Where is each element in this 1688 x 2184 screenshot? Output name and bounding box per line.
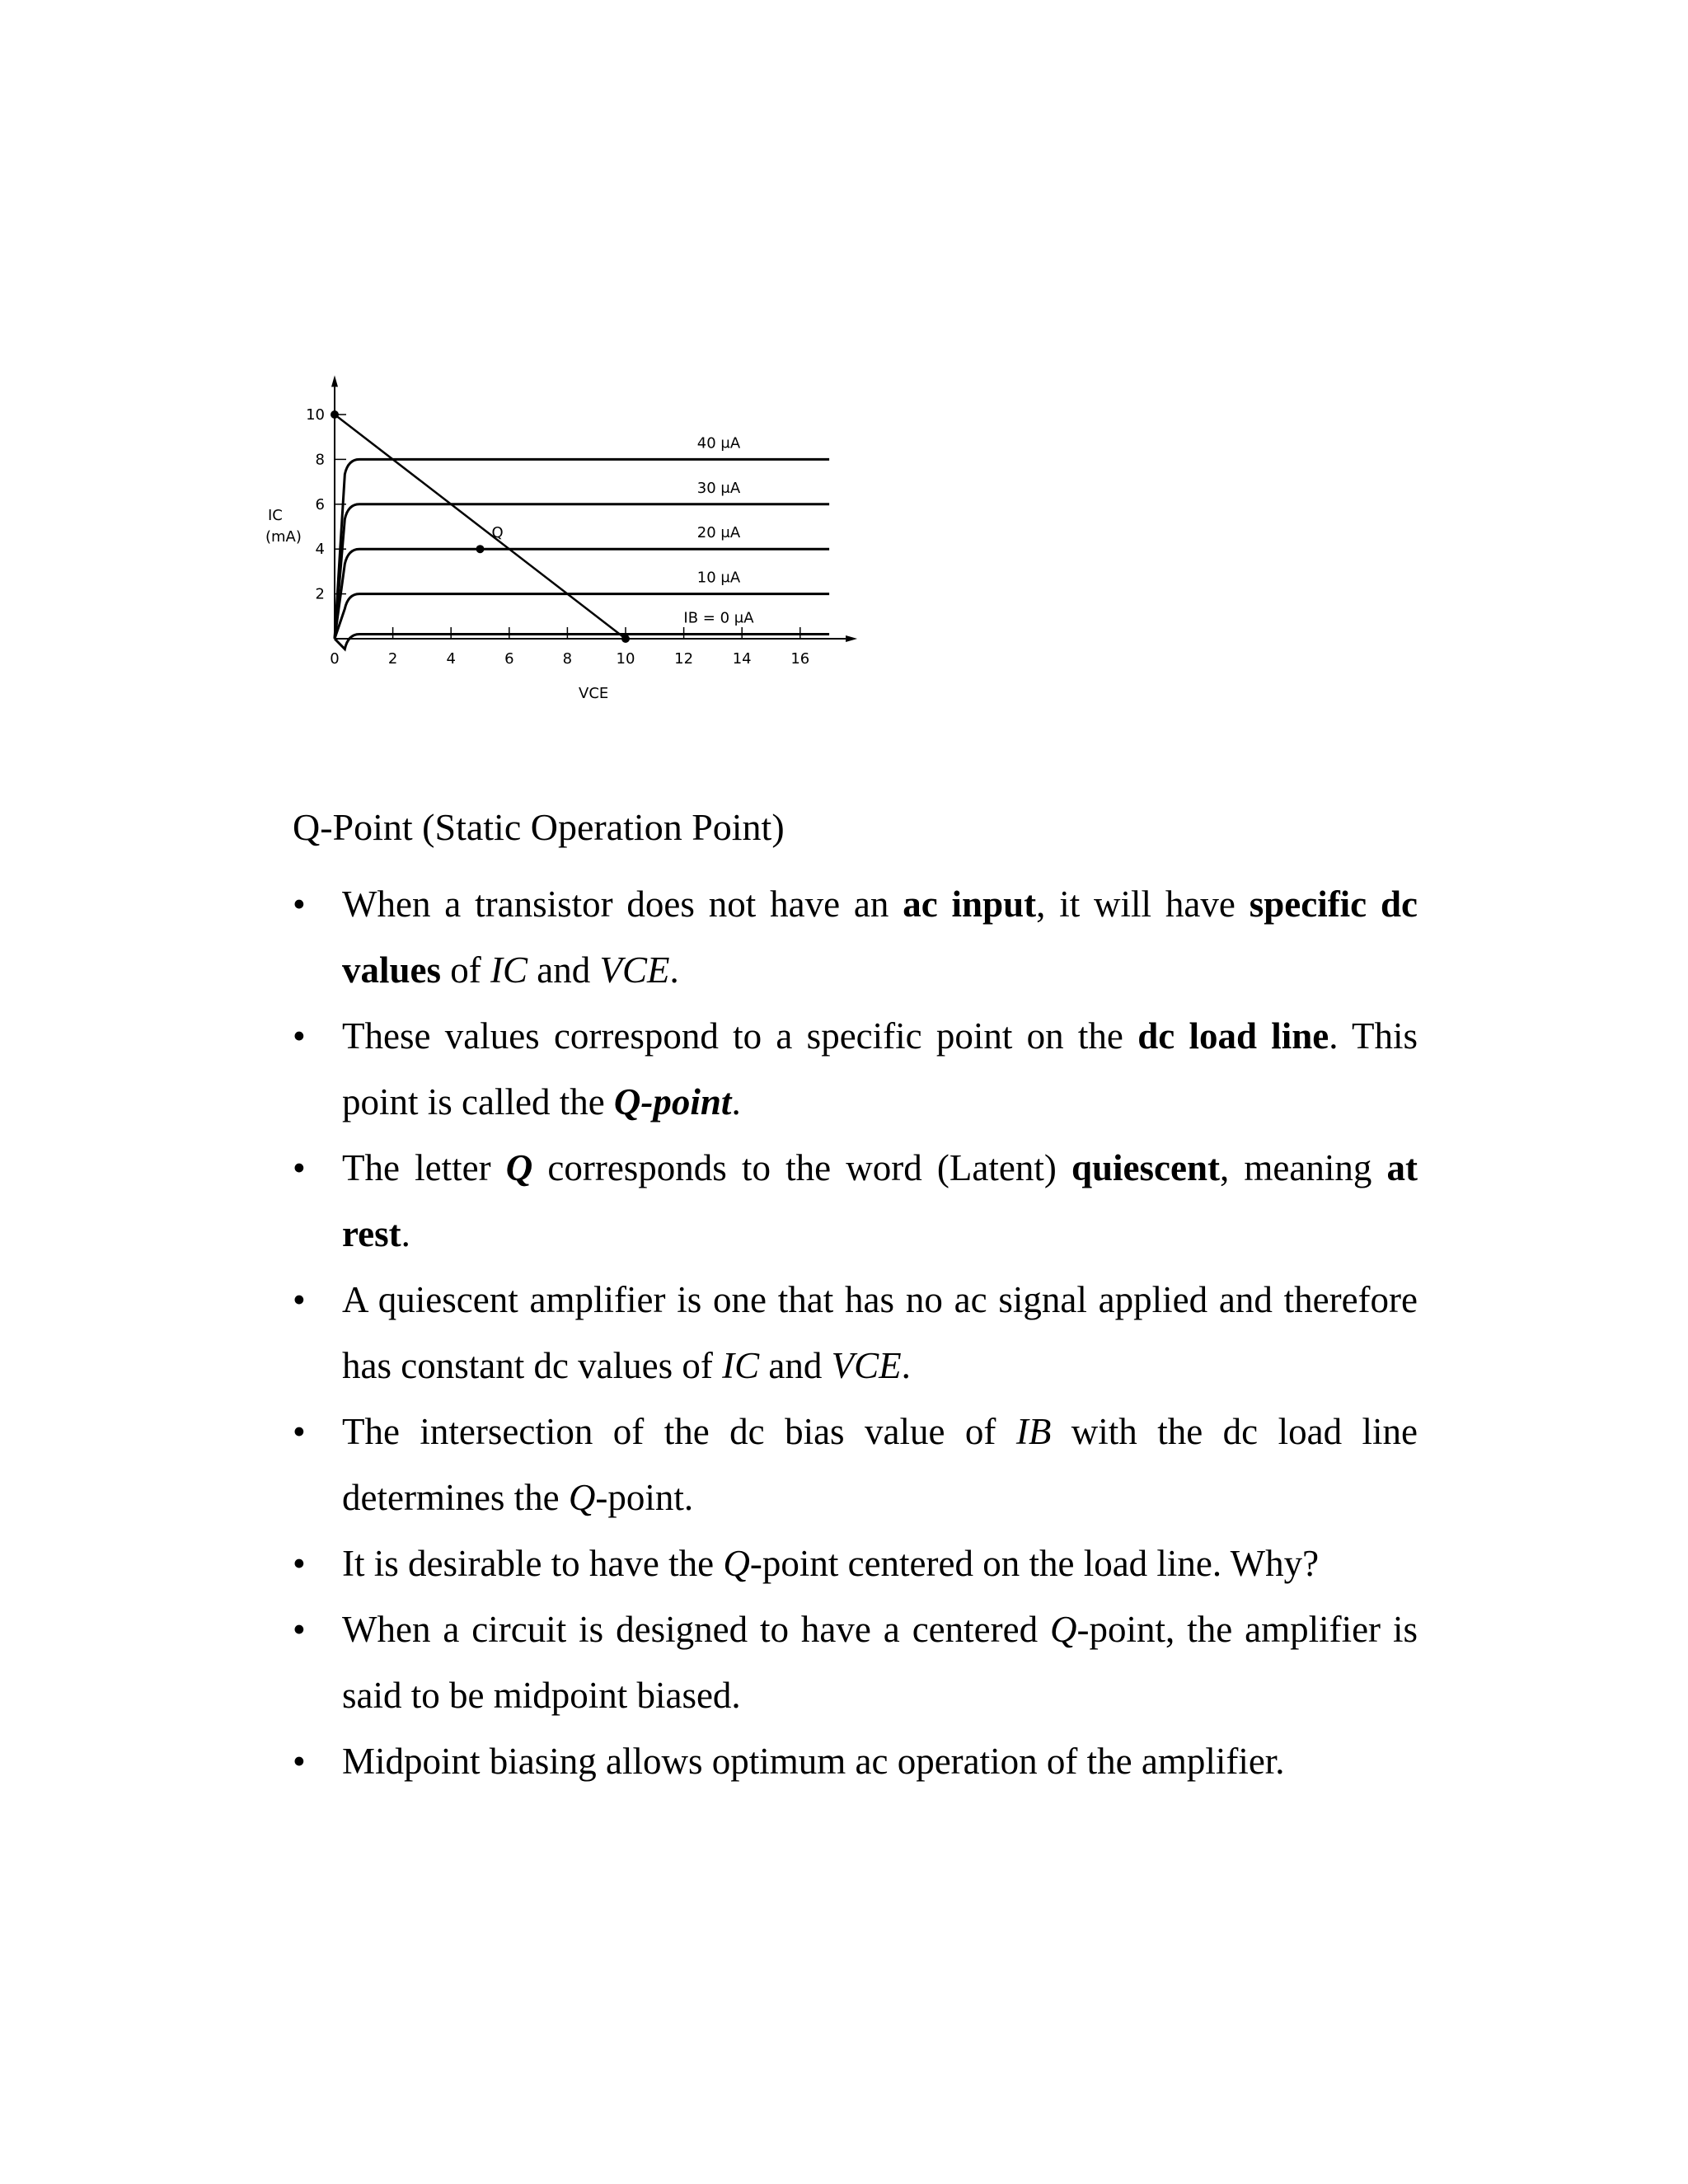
bullet-item bbox=[293, 1530, 1418, 1596]
bullet-text-run: Q bbox=[1050, 1609, 1077, 1650]
bullet-text-run: , it will have bbox=[1036, 883, 1250, 925]
bullet-text-run: of bbox=[441, 949, 491, 991]
bullet-item bbox=[293, 1596, 1418, 1728]
x-tick-label: 0 bbox=[330, 650, 340, 668]
transistor-characteristic-chart bbox=[247, 181, 907, 758]
document-body bbox=[293, 795, 1418, 1794]
q-point-label: Q bbox=[491, 524, 504, 542]
bullet-text-run: . bbox=[669, 949, 679, 991]
x-tick-label: 8 bbox=[562, 650, 573, 668]
x-tick-label: 4 bbox=[446, 650, 456, 668]
bullet-text-run: The letter bbox=[342, 1147, 506, 1188]
bullet-text-run: dc load line bbox=[1137, 1015, 1329, 1057]
bullet-text-run: . This point is called the bbox=[342, 1015, 1418, 1122]
x-tick-label: 16 bbox=[790, 650, 810, 668]
bullet-text-run: . bbox=[901, 1345, 911, 1386]
bullet-text-run: IC bbox=[722, 1345, 760, 1386]
chart-load-line bbox=[331, 410, 630, 643]
y-axis-unit-label: (mA) bbox=[265, 527, 302, 546]
bullet-text-run: quiescent bbox=[1071, 1147, 1220, 1188]
y-axis-arrow bbox=[331, 375, 338, 387]
bullet-text-run: It is desirable to have the bbox=[342, 1543, 724, 1584]
bullet-text-run: When a transistor does not have an bbox=[342, 883, 903, 925]
dc-load-line bbox=[335, 415, 626, 639]
curve-label: 20 μA bbox=[696, 524, 741, 542]
bullet-text-run: VCE bbox=[599, 949, 670, 991]
x-tick-label: 2 bbox=[387, 650, 398, 668]
bullet-item bbox=[293, 1728, 1418, 1794]
bullet-item bbox=[293, 1399, 1418, 1530]
curve-label: 30 μA bbox=[696, 479, 741, 497]
bullet-text-run: Q bbox=[723, 1543, 750, 1584]
bullet-item bbox=[293, 1135, 1418, 1267]
bullet-text-run: These values correspond to a specific point on the bbox=[342, 1015, 1138, 1057]
x-axis-label: VCE bbox=[579, 685, 609, 702]
bullet-text-run: -point. bbox=[595, 1477, 694, 1518]
y-tick-label: 2 bbox=[315, 585, 325, 603]
section-heading: Q-Point (Static Operation Point) bbox=[293, 806, 785, 848]
bullet-text-run: . bbox=[401, 1213, 410, 1254]
x-tick-label: 6 bbox=[504, 650, 514, 668]
curve-label: 40 μA bbox=[696, 434, 741, 452]
bullet-text-run: corresponds to the word (Latent) bbox=[532, 1147, 1071, 1188]
bullet-item bbox=[293, 1267, 1418, 1399]
bullet-text-run: with the dc load line determines the bbox=[342, 1411, 1418, 1518]
bullet-text-run: Q bbox=[568, 1477, 596, 1518]
bullet-text-run: -point, the amplifier is said to be midpoint biased. bbox=[342, 1609, 1418, 1716]
q-point-marker bbox=[476, 545, 485, 553]
curve-label: IB = 0 μA bbox=[683, 609, 754, 627]
bullet-text-run: When a circuit is designed to have a centered bbox=[342, 1609, 1051, 1650]
bullet-text-run: and bbox=[528, 949, 600, 991]
bullet-text-run: -point centered on the load line. Why? bbox=[749, 1543, 1320, 1584]
curve-label: 10 μA bbox=[696, 569, 741, 587]
bullet-text-run: IB bbox=[1015, 1411, 1052, 1452]
bullet-text-run: ac input bbox=[903, 883, 1037, 925]
bullet-text-run: Midpoint biasing allows optimum ac operation of the amplifier. bbox=[342, 1741, 1285, 1782]
load-line-endpoint bbox=[331, 410, 339, 419]
y-tick-label: 4 bbox=[315, 541, 325, 559]
bullet-text-run: IC bbox=[490, 949, 528, 991]
bullet-text-run: Q bbox=[505, 1147, 533, 1188]
collector-curve bbox=[335, 635, 829, 649]
bullet-item bbox=[293, 1003, 1418, 1135]
collector-curve bbox=[335, 594, 829, 639]
load-line-endpoint bbox=[621, 635, 630, 643]
chart-curves bbox=[335, 459, 829, 649]
bullet-text-run: The intersection of the dc bias value of bbox=[342, 1411, 1016, 1452]
y-tick-label: 10 bbox=[306, 406, 325, 424]
y-tick-label: 8 bbox=[315, 451, 325, 469]
x-axis-arrow bbox=[846, 635, 857, 642]
bullet-text-run: VCE bbox=[831, 1345, 902, 1386]
bullet-item bbox=[293, 871, 1418, 1003]
bullet-text-run: . bbox=[731, 1081, 741, 1122]
bullet-text-run: specific dc values bbox=[342, 883, 1418, 991]
bullet-list bbox=[293, 871, 1418, 1794]
bullet-text-run: Q-point bbox=[613, 1081, 732, 1122]
x-tick-label: 14 bbox=[732, 650, 752, 668]
y-axis-label: IC bbox=[268, 506, 283, 524]
bullet-text-run: A quiescent amplifier is one that has no ac signal applied and therefore has constant dc values of bbox=[342, 1279, 1418, 1386]
bullet-text-run: at rest bbox=[342, 1147, 1418, 1254]
chart-axes bbox=[331, 375, 857, 642]
x-tick-label: 12 bbox=[674, 650, 694, 668]
bullet-text-run: , meaning bbox=[1219, 1147, 1387, 1188]
y-tick-label: 6 bbox=[315, 495, 325, 513]
collector-curve bbox=[335, 504, 829, 639]
x-tick-label: 10 bbox=[616, 650, 635, 668]
bullet-text-run: and bbox=[759, 1345, 832, 1386]
